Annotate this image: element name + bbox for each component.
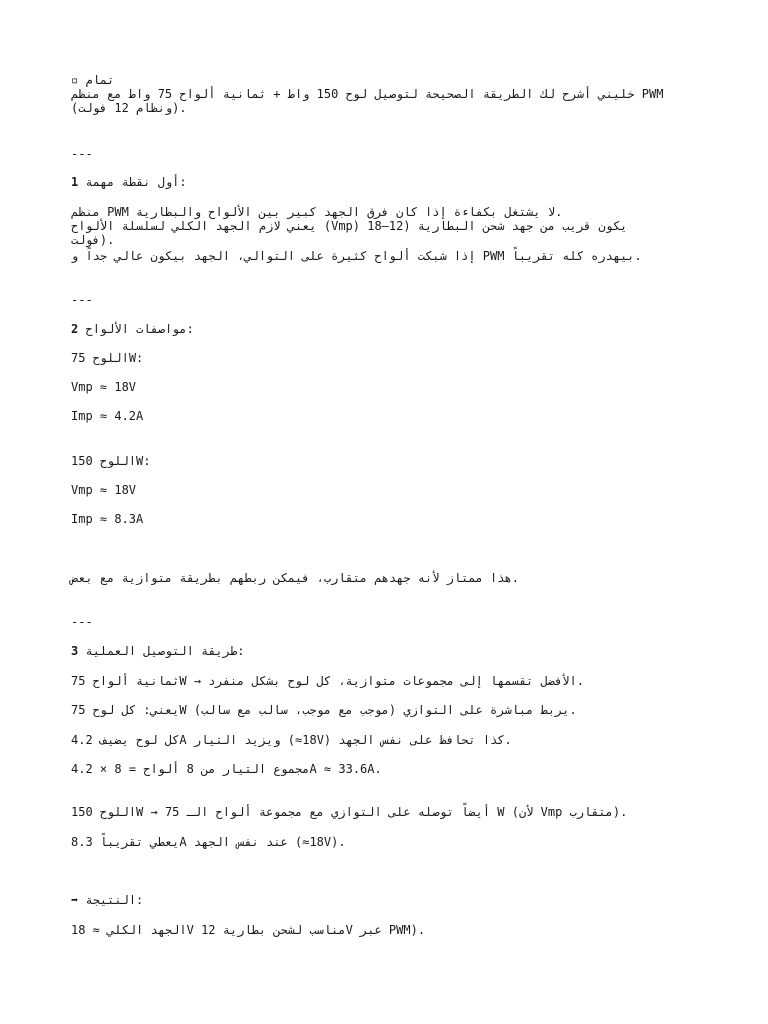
section-1-number: 1 [71, 175, 79, 189]
section-3-title: طريقة التوصيل العملية: [85, 644, 245, 658]
arrow-right-icon: ➡ [71, 893, 79, 907]
section-2-note: هذا ممتاز لأنه جهدهم متقارب، فيمكن ربطهم بطريقة متوازية مع بعض. [71, 571, 519, 585]
section-3-line-4: مجموع التيار من 8 ألواح = 8 × 4.2A ≈ 33.6A. [71, 762, 382, 776]
section-1-paragraph-2a: يعني لازم الجهد الكلي لسلسلة الألواح (Vmp) يكون قريب من جهد شحن البطارية (12–18 [71, 219, 628, 233]
section-2-heading [71, 322, 194, 336]
result-text: الجهد الكلي ≈ 18V مناسب لشحن بطارية 12V عبر PWM). [71, 923, 426, 937]
divider-1: --- [71, 147, 93, 161]
section-1-paragraph-3: إذا شبكت ألواح كثيرة على التوالي، الجهد بيكون عالي جداً و PWM بيهدره كله تقريباً. [71, 249, 642, 263]
panel-150-title: اللوح 150W: [71, 454, 151, 468]
section-1-heading [71, 175, 187, 189]
divider-2: --- [71, 293, 93, 307]
divider-3: --- [71, 615, 93, 629]
panel-150-imp: Imp ≈ 8.3A [71, 512, 144, 526]
intro-line-1: ▫ تمام [71, 73, 115, 87]
result-title: النتيجة: [85, 893, 144, 907]
section-3-line-3: كل لوح يضيف 4.2A ويزيد التيار (≈18V) كذا تحافظ على نفس الجهد. [71, 733, 512, 747]
panel-75-vmp: Vmp ≈ 18V [71, 380, 137, 394]
section-3-line-5: اللوح 150W → 75 أيضاً توصله على التوازي مع مجموعة ألواح الـ W (لأن Vmp متقارب). [71, 805, 628, 819]
section-1-paragraph-1: منظم PWM لا يشتغل بكفاءة إذا كان فرق الجهد كبير بين الألواح والبطارية. [71, 205, 563, 219]
section-1-title: أول نقطة مهمة: [85, 175, 187, 189]
result-heading [71, 893, 143, 907]
panel-75-title: اللوح 75W: [71, 351, 144, 365]
section-2-title: مواصفات الألواح: [85, 322, 194, 336]
section-3-number: 3 [71, 644, 79, 658]
section-1-paragraph-2b: فولت). [71, 233, 115, 247]
section-3-line-2: يعني: كل لوح 75W يربط مباشرة على التوازي (موجب مع موجب، سالب مع سالب). [71, 703, 577, 717]
panel-150-vmp: Vmp ≈ 18V [71, 483, 137, 497]
intro-line-2: خليني أشرح لك الطريقة الصحيحة لتوصيل لوح 150 واط + ثمانية ألواح 75 واط مع منظم PWM [71, 87, 664, 101]
section-3-line-1: ثمانية ألواح 75W → الأفضل تقسمها إلى مجموعات متوازية، كل لوح بشكل منفرد. [71, 674, 584, 688]
section-3-heading [71, 644, 244, 658]
section-3-line-6: يعطي تقريباً 8.3A عند نفس الجهد (≈18V). [71, 835, 346, 849]
panel-75-imp: Imp ≈ 4.2A [71, 409, 144, 423]
intro-line-3: (ونظام 12 فولت). [71, 101, 187, 115]
section-2-number: 2 [71, 322, 79, 336]
